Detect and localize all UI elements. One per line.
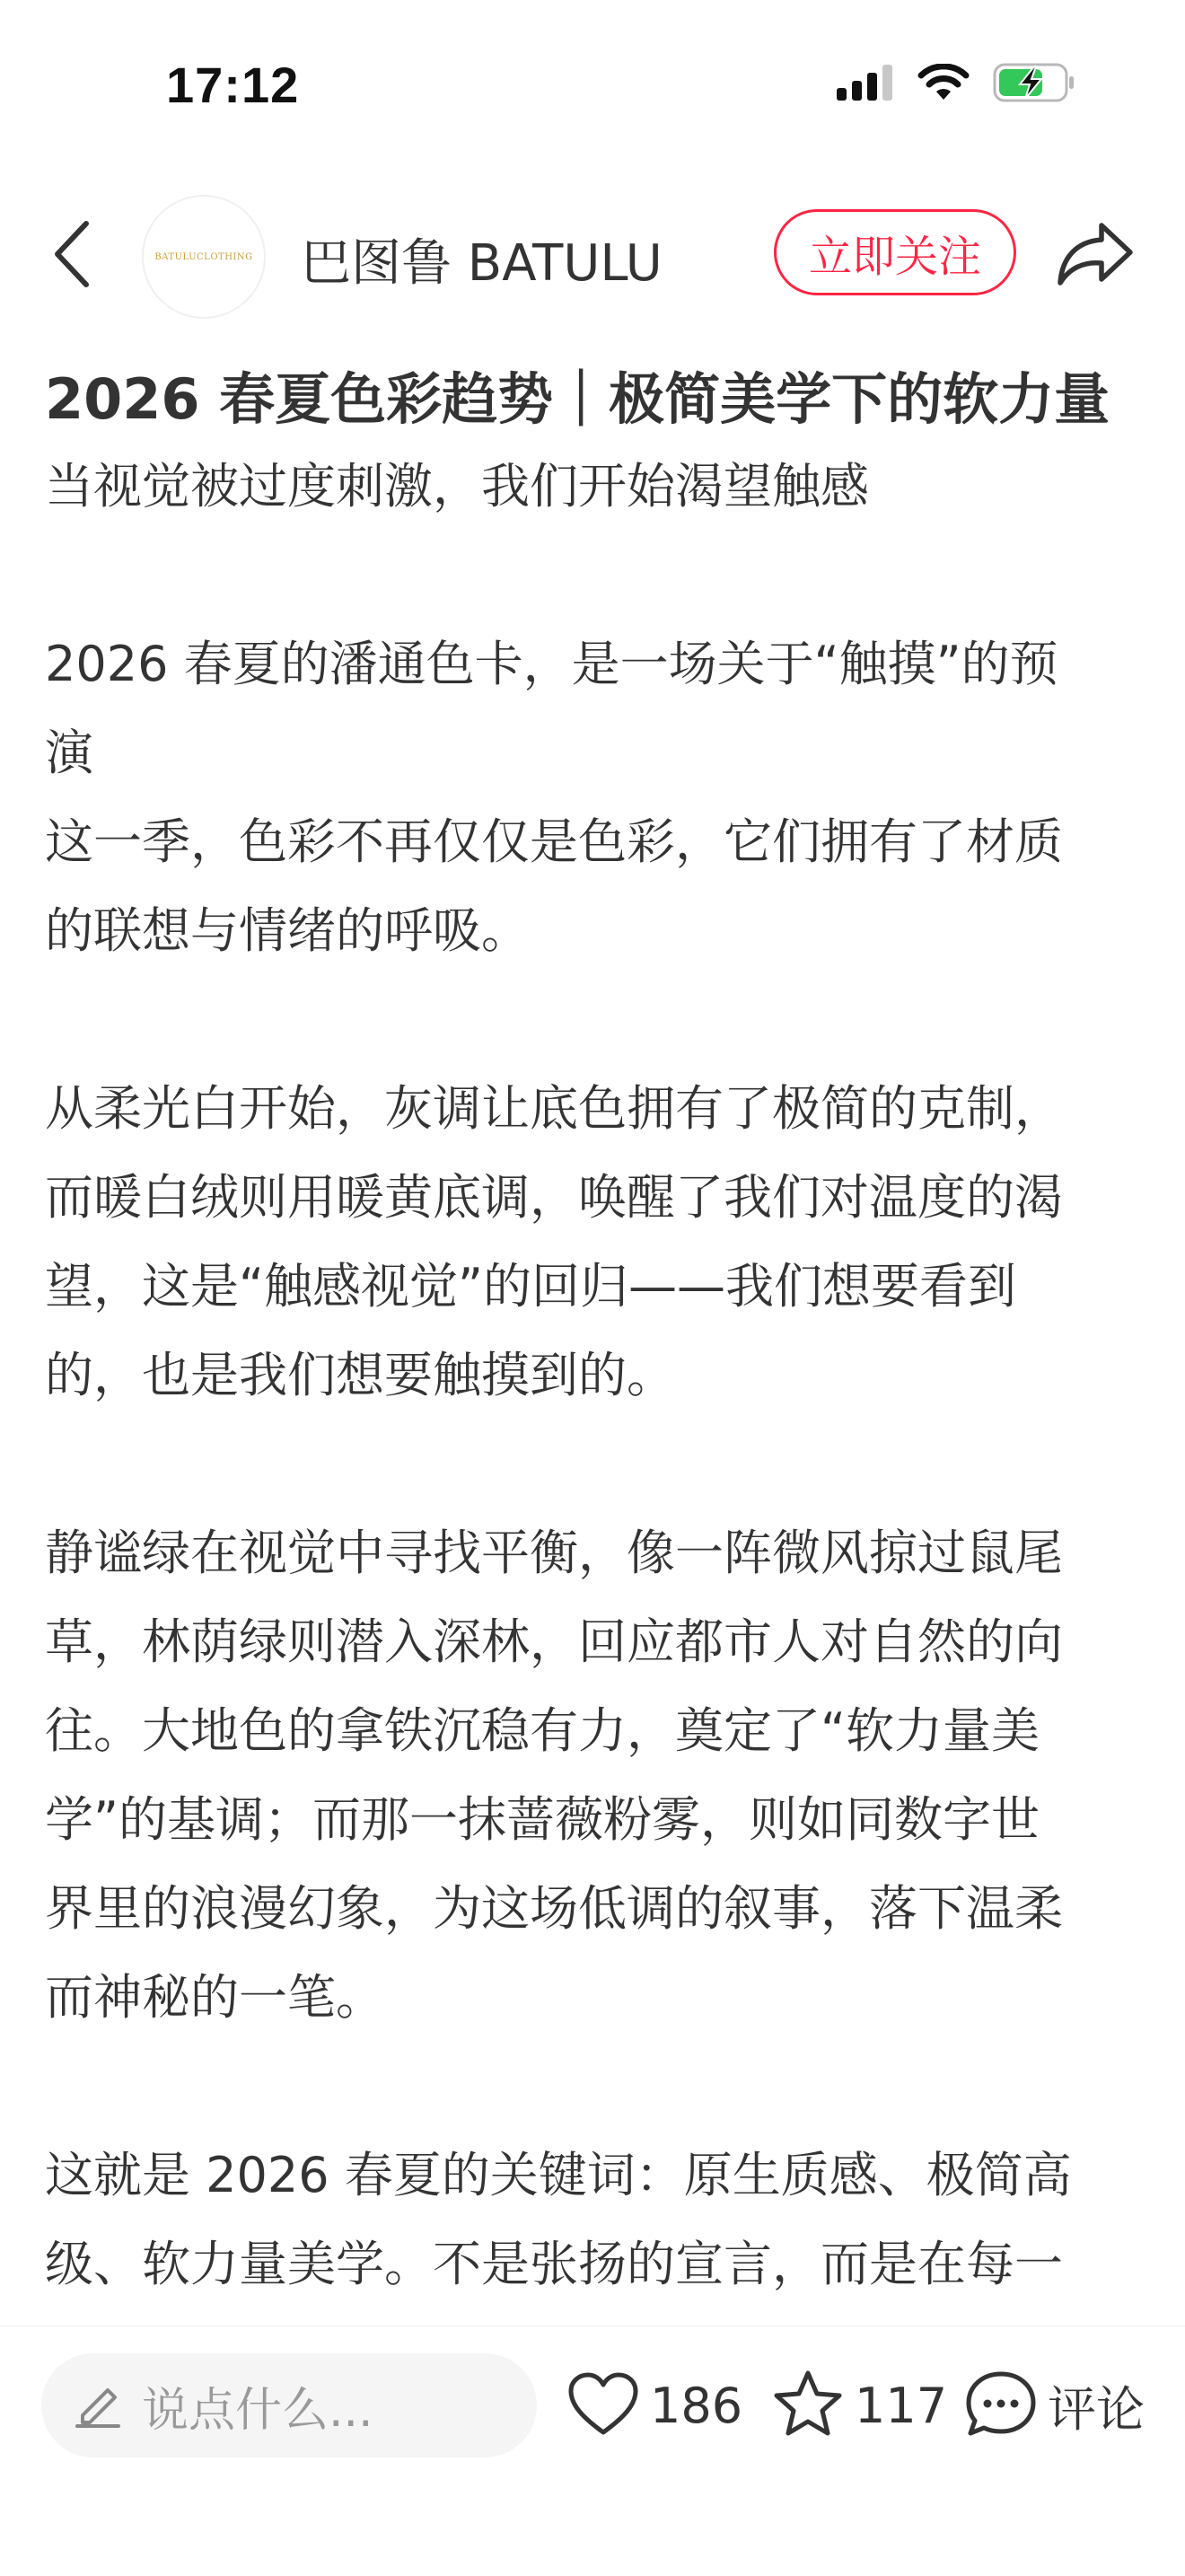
post-body-line: 的，也是我们想要触摸到的。 <box>45 1347 675 1403</box>
chevron-left-icon <box>52 220 92 292</box>
post-body-line: 而暖白绒则用暖黄底调，唤醒了我们对温度的渴 <box>45 1169 1063 1226</box>
heart-icon <box>567 2371 639 2440</box>
post-body-line: 2026 春夏的潘通色卡，是一场关于“触摸”的预 <box>45 636 1058 692</box>
author-name[interactable]: 巴图鲁 BATULU <box>301 234 663 293</box>
paragraph-gap <box>45 1420 1149 1508</box>
post-body-line: 界里的浪漫幻象，为这场低调的叙事，落下温柔 <box>45 1880 1063 1937</box>
back-button[interactable] <box>40 211 103 301</box>
wifi-icon <box>917 64 970 105</box>
post-body-line: 级、软力量美学。不是张扬的宣言，而是在每一 <box>45 2236 1063 2292</box>
post-body-line: 这就是 2026 春夏的关键词：原生质感、极简高 <box>45 2147 1072 2203</box>
post-content <box>45 359 1149 2308</box>
post-body-line: 的联想与情绪的呼吸。 <box>45 902 530 959</box>
battery-charging-icon <box>993 63 1075 106</box>
collect-button[interactable] <box>772 2353 947 2457</box>
like-count: 186 <box>650 2377 743 2434</box>
paragraph-gap <box>45 531 1149 620</box>
collect-count: 117 <box>855 2377 948 2434</box>
status-bar <box>0 0 1185 171</box>
share-icon <box>1057 220 1134 292</box>
author-avatar[interactable] <box>142 195 266 319</box>
comment-label: 评论 <box>1048 2380 1145 2438</box>
bottom-action-bar <box>0 2325 1185 2576</box>
avatar-logo-text: BATULUCLOTHING <box>154 251 253 262</box>
post-body-line: 往。大地色的拿铁沉稳有力，奠定了“软力量美 <box>45 1702 1040 1759</box>
post-title: 2026 春夏色彩趋势｜极简美学下的软力量 <box>45 366 1110 432</box>
comment-button[interactable] <box>965 2353 1145 2457</box>
comment-bubble-icon <box>965 2369 1037 2441</box>
post-body-line: 静谧绿在视觉中寻找平衡，像一阵微风掠过鼠尾 <box>45 1525 1063 1581</box>
post-body <box>45 442 1149 2308</box>
post-body-line: 学”的基调；而那一抹蔷薇粉雾，则如同数字世 <box>45 1791 1040 1848</box>
post-body-line: 这一季，色彩不再仅仅是色彩，它们拥有了材质 <box>45 813 1063 870</box>
comment-placeholder: 说点什么... <box>142 2383 373 2438</box>
status-time: 17:12 <box>166 57 300 113</box>
signal-icon <box>837 65 894 104</box>
post-body-line: 当视觉被过度刺激，我们开始渴望触感 <box>45 458 869 514</box>
post-body-line: 望，这是“触感视觉”的回归——我们想要看到 <box>45 1258 1016 1314</box>
follow-button[interactable]: 立即关注 <box>774 209 1016 295</box>
post-body-line: 草，林荫绿则潜入深林，回应都市人对自然的向 <box>45 1613 1063 1670</box>
post-body-line: 演 <box>45 725 93 781</box>
like-button[interactable] <box>567 2353 742 2457</box>
status-icons <box>837 63 1075 106</box>
post-body-line: 而神秘的一笔。 <box>45 1969 384 2026</box>
comment-input[interactable] <box>41 2353 537 2457</box>
paragraph-gap <box>45 2042 1149 2131</box>
pencil-icon <box>74 2379 122 2431</box>
paragraph-gap <box>45 975 1149 1064</box>
post-header <box>0 184 1185 328</box>
post-body-line: 从柔光白开始，灰调让底色拥有了极简的克制， <box>45 1080 1063 1137</box>
share-button[interactable] <box>1055 220 1136 292</box>
star-icon <box>772 2369 844 2441</box>
